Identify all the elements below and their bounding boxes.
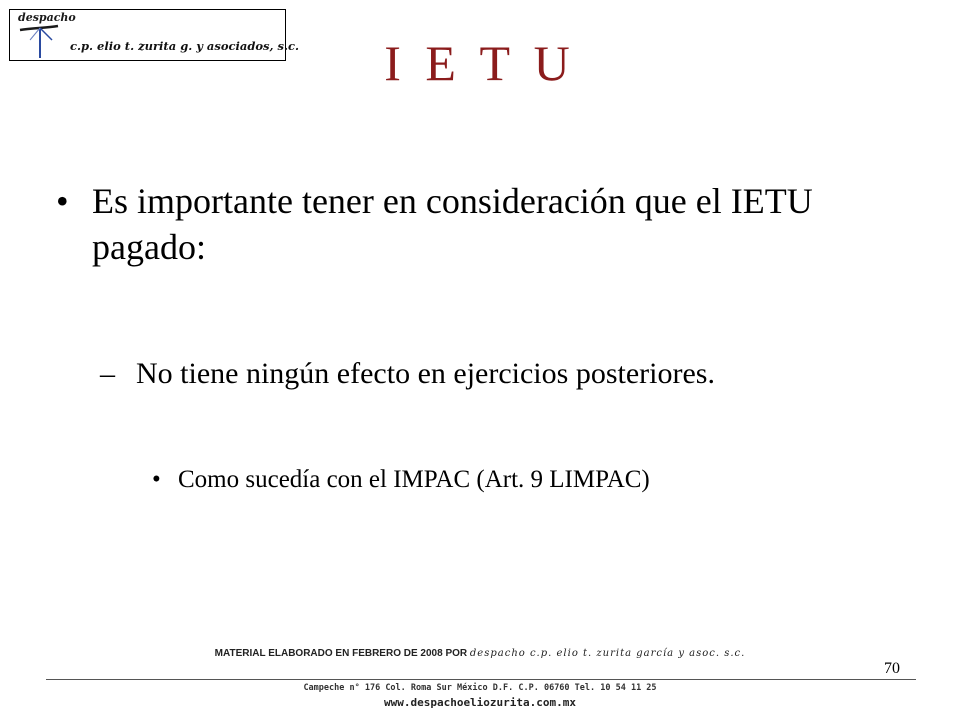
footer-note-prefix: MATERIAL ELABORADO EN FEBRERO DE 2008 POR: [214, 648, 468, 659]
slide-title: I E T U: [384, 35, 576, 91]
footer-address: Campeche n° 176 Col. Roma Sur México D.F. C.P. 06760 Tel. 10 54 11 25: [303, 683, 657, 693]
bullet-text: Es importante tener en consideración que el IETU pagado:: [92, 181, 813, 267]
logo-brand-text: despacho: [18, 11, 76, 24]
bullet-level-2: [100, 356, 900, 392]
bullet-marker: –: [100, 357, 115, 390]
footer-divider: [46, 679, 916, 680]
bullet-text: No tiene ningún efecto en ejercicios posteriores.: [136, 357, 715, 390]
bullet-level-3: [152, 464, 872, 496]
bullet-marker: •: [152, 466, 161, 493]
footer-note: [0, 648, 960, 659]
page-number: 70: [884, 660, 900, 677]
bullet-marker: •: [56, 181, 69, 221]
footer-website: www.despachoeliozurita.com.mx: [383, 696, 577, 709]
footer-note-firm: despacho c.p. elio t. zurita garcía y asoc. s.c.: [469, 648, 746, 659]
bullet-text: Como sucedía con el IMPAC (Art. 9 LIMPAC): [178, 466, 650, 493]
logo-firm-text: c.p. elio t. zurita g. y asociados, s.c.: [70, 39, 300, 53]
bullet-level-1: [56, 178, 876, 270]
